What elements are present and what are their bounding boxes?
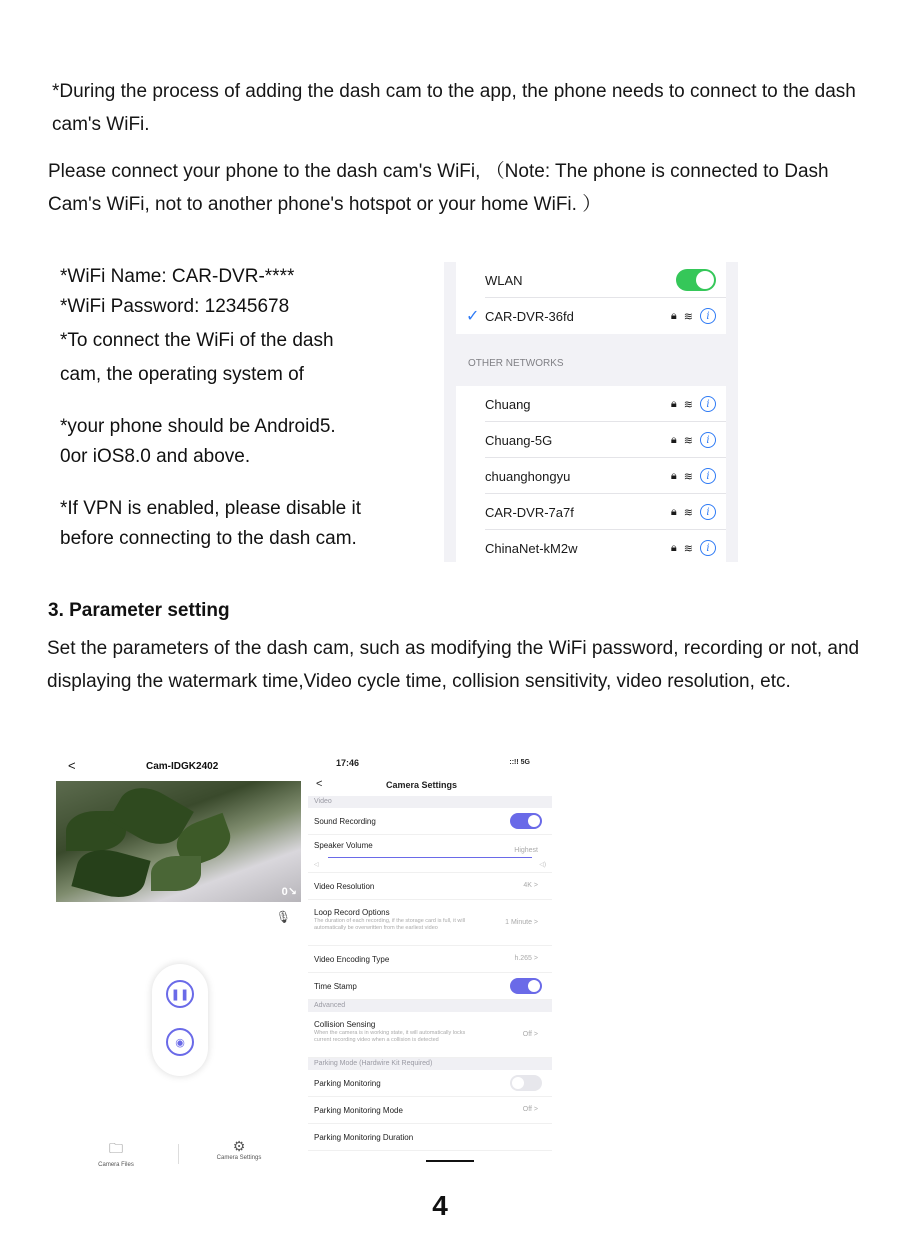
page-number: 4 [432, 1190, 448, 1221]
req-wifi-name: *WiFi Name: CAR-DVR-**** [60, 266, 295, 287]
nav-files-label: Camera Files [98, 1162, 134, 1168]
encoding-row[interactable] [308, 946, 552, 973]
intro-note: *During the process of adding the dash cam to the app, the phone needs to connect to the dash cam's WiFi. [52, 81, 856, 135]
camera-capture-button[interactable]: ◉ [166, 1028, 194, 1056]
folder-icon: 🗀 [109, 1140, 123, 1156]
parking-duration-label: Parking Monitoring Duration [314, 1133, 414, 1142]
network-name: CAR-DVR-7a7f [485, 504, 574, 520]
parking-monitoring-toggle[interactable] [510, 1075, 542, 1091]
wifi-icon: ≋ [683, 542, 693, 555]
info-icon[interactable]: i [700, 396, 716, 412]
req-wifi-password: *WiFi Password: 12345678 [60, 296, 290, 317]
live-video [56, 781, 301, 902]
req-os-line3: *your phone should be Android5. [60, 416, 336, 437]
section-advanced: Advanced [308, 1000, 552, 1012]
loop-record-label: Loop Record Options [314, 908, 390, 917]
network-row[interactable] [456, 494, 726, 530]
back-button[interactable]: < [68, 758, 76, 773]
network-name: Chuang-5G [485, 432, 553, 448]
wifi-icon: ≋ [683, 506, 693, 519]
info-icon[interactable]: i [700, 468, 716, 484]
collision-description: When the camera is in working state, it will automatically locks current recording video when a collision is detected [314, 1030, 466, 1043]
lock-icon: 🔒︎ [670, 433, 677, 446]
home-indicator [426, 1160, 474, 1162]
lock-icon: 🔒︎ [670, 469, 677, 482]
pause-button[interactable]: ❚❚ [166, 980, 194, 1008]
video-resolution-value: 4K > [523, 882, 538, 889]
wifi-icon: ≋ [683, 310, 693, 323]
lock-icon: 🔒︎ [670, 505, 677, 518]
info-icon[interactable]: i [700, 540, 716, 556]
lock-icon: 🔒︎ [670, 541, 677, 554]
status-time: 17:46 [336, 758, 360, 768]
speaker-volume-row [308, 835, 552, 873]
req-vpn-line2: before connecting to the dash cam. [60, 528, 357, 549]
video-resolution-label: Video Resolution [314, 882, 375, 891]
collision-value: Off > [522, 1030, 538, 1038]
lock-icon: 🔒︎ [670, 309, 677, 322]
lock-icon: 🔒︎ [670, 397, 677, 410]
time-stamp-label: Time Stamp [314, 982, 357, 991]
sound-recording-toggle[interactable] [510, 813, 542, 829]
parking-monitoring-label: Parking Monitoring [314, 1079, 381, 1088]
speaker-volume-label: Speaker Volume [314, 841, 373, 850]
volume-slider[interactable] [314, 854, 546, 868]
parking-mode-label: Parking Monitoring Mode [314, 1106, 403, 1115]
network-row[interactable] [456, 386, 726, 422]
network-row[interactable] [456, 422, 726, 458]
wifi-requirements [60, 262, 420, 554]
connected-network-row[interactable] [456, 298, 726, 334]
live-view-screenshot [56, 752, 301, 1168]
connected-network-name: CAR-DVR-36fd [485, 308, 574, 324]
gear-icon: ⚙ [232, 1138, 246, 1154]
info-icon[interactable]: i [700, 432, 716, 448]
info-icon[interactable]: i [700, 504, 716, 520]
time-stamp-row [308, 973, 552, 1000]
wlan-toggle[interactable] [676, 269, 716, 291]
nav-camera-files[interactable] [76, 1138, 156, 1168]
checkmark-icon: ✓ [466, 308, 480, 325]
req-os-line4: 0or iOS8.0 and above. [60, 446, 251, 467]
encoding-value: h.265 > [514, 955, 538, 962]
parking-duration-row[interactable] [308, 1124, 552, 1151]
settings-list [308, 796, 552, 1151]
parking-monitoring-row [308, 1070, 552, 1097]
parking-mode-row[interactable] [308, 1097, 552, 1124]
network-name: Chuang [485, 396, 531, 412]
camera-title: Cam-IDGK2402 [146, 761, 219, 772]
parking-mode-value: Off > [522, 1106, 538, 1113]
network-row[interactable] [456, 458, 726, 494]
control-panel [152, 964, 208, 1076]
sound-recording-row [308, 808, 552, 835]
volume-high-icon: ◁) [539, 862, 546, 868]
wlan-toggle-row [456, 262, 726, 298]
wlan-screenshot [444, 262, 738, 562]
loop-record-row[interactable] [308, 900, 552, 946]
other-networks-header: OTHER NETWORKS [468, 358, 564, 369]
sound-recording-label: Sound Recording [314, 817, 376, 826]
microphone-icon[interactable]: 🎙︎ [275, 910, 291, 924]
network-name: chuanghongyu [485, 468, 571, 484]
req-os-line2: cam, the operating system of [60, 364, 304, 385]
info-icon[interactable]: i [700, 308, 716, 324]
network-row[interactable] [456, 530, 726, 562]
section-parking: Parking Mode (Hardwire Kit Required) [308, 1058, 552, 1070]
loop-record-description: The duration of each recording, if the storage card is full, it will automatically be overwritten from the earliest video [314, 918, 466, 931]
settings-title: Camera Settings [386, 780, 458, 790]
speaker-volume-value: Highest [514, 847, 538, 854]
loop-record-value: 1 Minute > [505, 918, 538, 926]
req-os-line1: *To connect the WiFi of the dash [60, 330, 334, 351]
collision-label: Collision Sensing [314, 1020, 376, 1029]
time-stamp-toggle[interactable] [510, 978, 542, 994]
status-signal: ::!! 5G [509, 759, 530, 766]
wifi-icon: ≋ [683, 398, 693, 411]
nav-camera-settings[interactable] [199, 1138, 279, 1168]
wlan-title: WLAN [485, 272, 523, 288]
back-button[interactable]: < [316, 778, 323, 790]
wifi-icon: ≋ [683, 470, 693, 483]
network-name: ChinaNet-kM2w [485, 540, 578, 556]
section-video: Video [308, 796, 552, 808]
section-heading: 3. Parameter setting [48, 600, 230, 621]
other-networks-list [456, 386, 726, 562]
video-resolution-row[interactable] [308, 873, 552, 900]
video-badge[interactable]: 0↘ [281, 886, 297, 898]
camera-settings-screenshot [308, 752, 552, 1168]
encoding-label: Video Encoding Type [314, 955, 390, 964]
req-vpn-line1: *If VPN is enabled, please disable it [60, 498, 362, 519]
intro-instruction: Please connect your phone to the dash cam's WiFi, （Note: The phone is connected to Dash Cam's WiFi, not to another phone's hotspot or your home WiFi. ） [48, 161, 829, 215]
section-body: Set the parameters of the dash cam, such as modifying the WiFi password, recording or not, and displaying the watermark time,Video cycle time, collision sensitivity, video resolution, etc. [47, 638, 860, 692]
collision-row[interactable] [308, 1012, 552, 1058]
wifi-icon: ≋ [683, 434, 693, 447]
nav-settings-label: Camera Settings [216, 1155, 262, 1161]
volume-low-icon: ◁ [314, 862, 319, 868]
